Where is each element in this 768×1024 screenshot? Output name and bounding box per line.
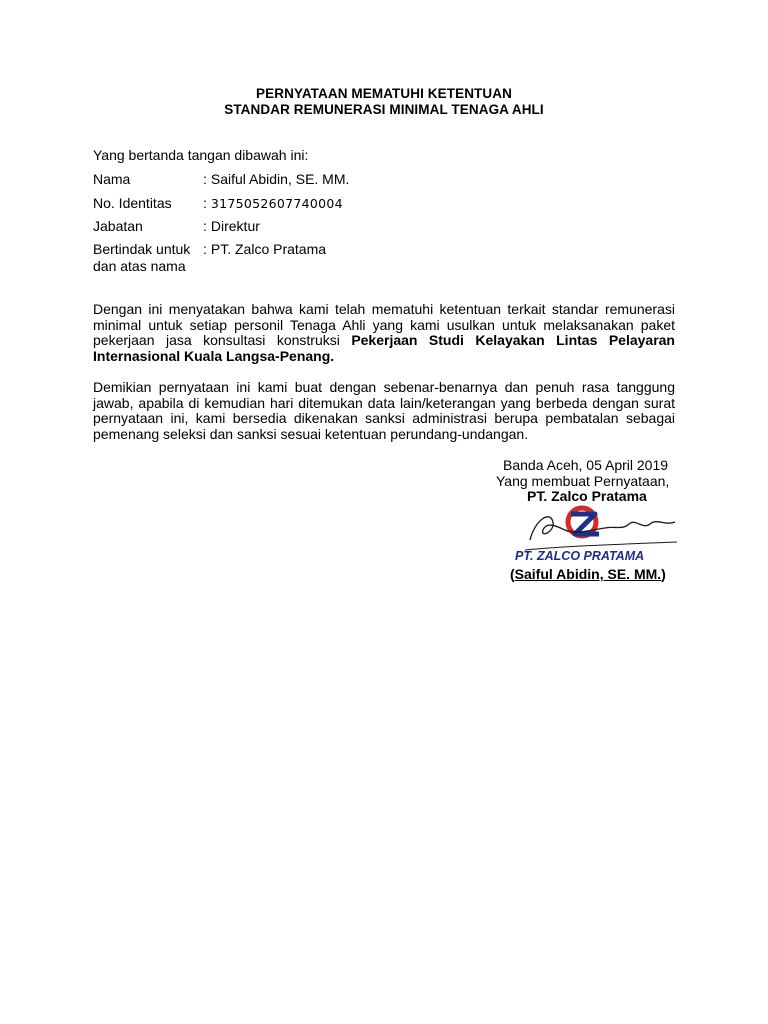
field-label: Jabatan xyxy=(93,218,143,234)
signature-stroke xyxy=(530,517,675,540)
colon: : xyxy=(203,218,207,234)
statement-paragraph xyxy=(93,302,675,365)
field-label-line1: Bertindak untuk xyxy=(93,241,191,257)
statement-text: Dengan ini menyatakan bahwa kami telah mematuhi ketentuan terkait standar remunerasi minimal untuk setiap personil Tenaga Ahli yang kami usulkan untuk melaksanakan paket pekerjaan jasa konsultasi konstruksi xyxy=(93,301,675,349)
company-name: PT. Zalco Pratama xyxy=(527,488,647,504)
stamp-text: PT. ZALCO PRATAMA xyxy=(515,549,645,563)
field-label: No. Identitas xyxy=(93,195,172,211)
paren-open: ( xyxy=(510,566,515,582)
place-date: Banda Aceh, 05 April 2019 xyxy=(503,457,669,473)
paren-close: ) xyxy=(661,566,666,582)
field-value: Saiful Abidin, SE. MM. xyxy=(210,171,350,187)
intro-text: Yang bertanda tangan dibawah ini: xyxy=(93,147,309,163)
field-label-line2: dan atas nama xyxy=(93,258,186,274)
signer-name xyxy=(510,566,666,582)
document-title-line1: PERNYATAAN MEMATUHI KETENTUAN xyxy=(256,86,512,101)
colon: : xyxy=(203,195,207,211)
field-value: Direktur xyxy=(210,218,260,234)
colon: : xyxy=(203,241,207,257)
field-value: 3175052607740004 xyxy=(210,196,343,211)
colon: : xyxy=(203,171,207,187)
document-title-line2: STANDAR REMUNERASI MINIMAL TENAGA AHLI xyxy=(224,102,544,117)
signer-name-text: Saiful Abidin, SE. MM. xyxy=(514,566,662,582)
closing-paragraph: Demikian pernyataan ini kami buat dengan sebenar-benarnya dan penuh rasa tanggung jawab, apabila di kemudian hari ditemukan data lain/keterangan yang berbeda dengan surat pernyataan ini, kami bersedia dikenakan sanksi administrasi berupa pembatalan sebagai pemenang seleksi dan sanksi sesuai ketentuan perundang-undangan. xyxy=(93,379,675,443)
field-label: Nama xyxy=(93,171,131,187)
signer-role: Yang membuat Pernyataan, xyxy=(496,473,670,489)
field-value: PT. Zalco Pratama xyxy=(210,241,327,257)
signature-stamp xyxy=(505,500,680,570)
project-name: Pekerjaan Studi Kelayakan Lintas Pelayaran Internasional Kuala Langsa-Penang. xyxy=(93,332,675,365)
